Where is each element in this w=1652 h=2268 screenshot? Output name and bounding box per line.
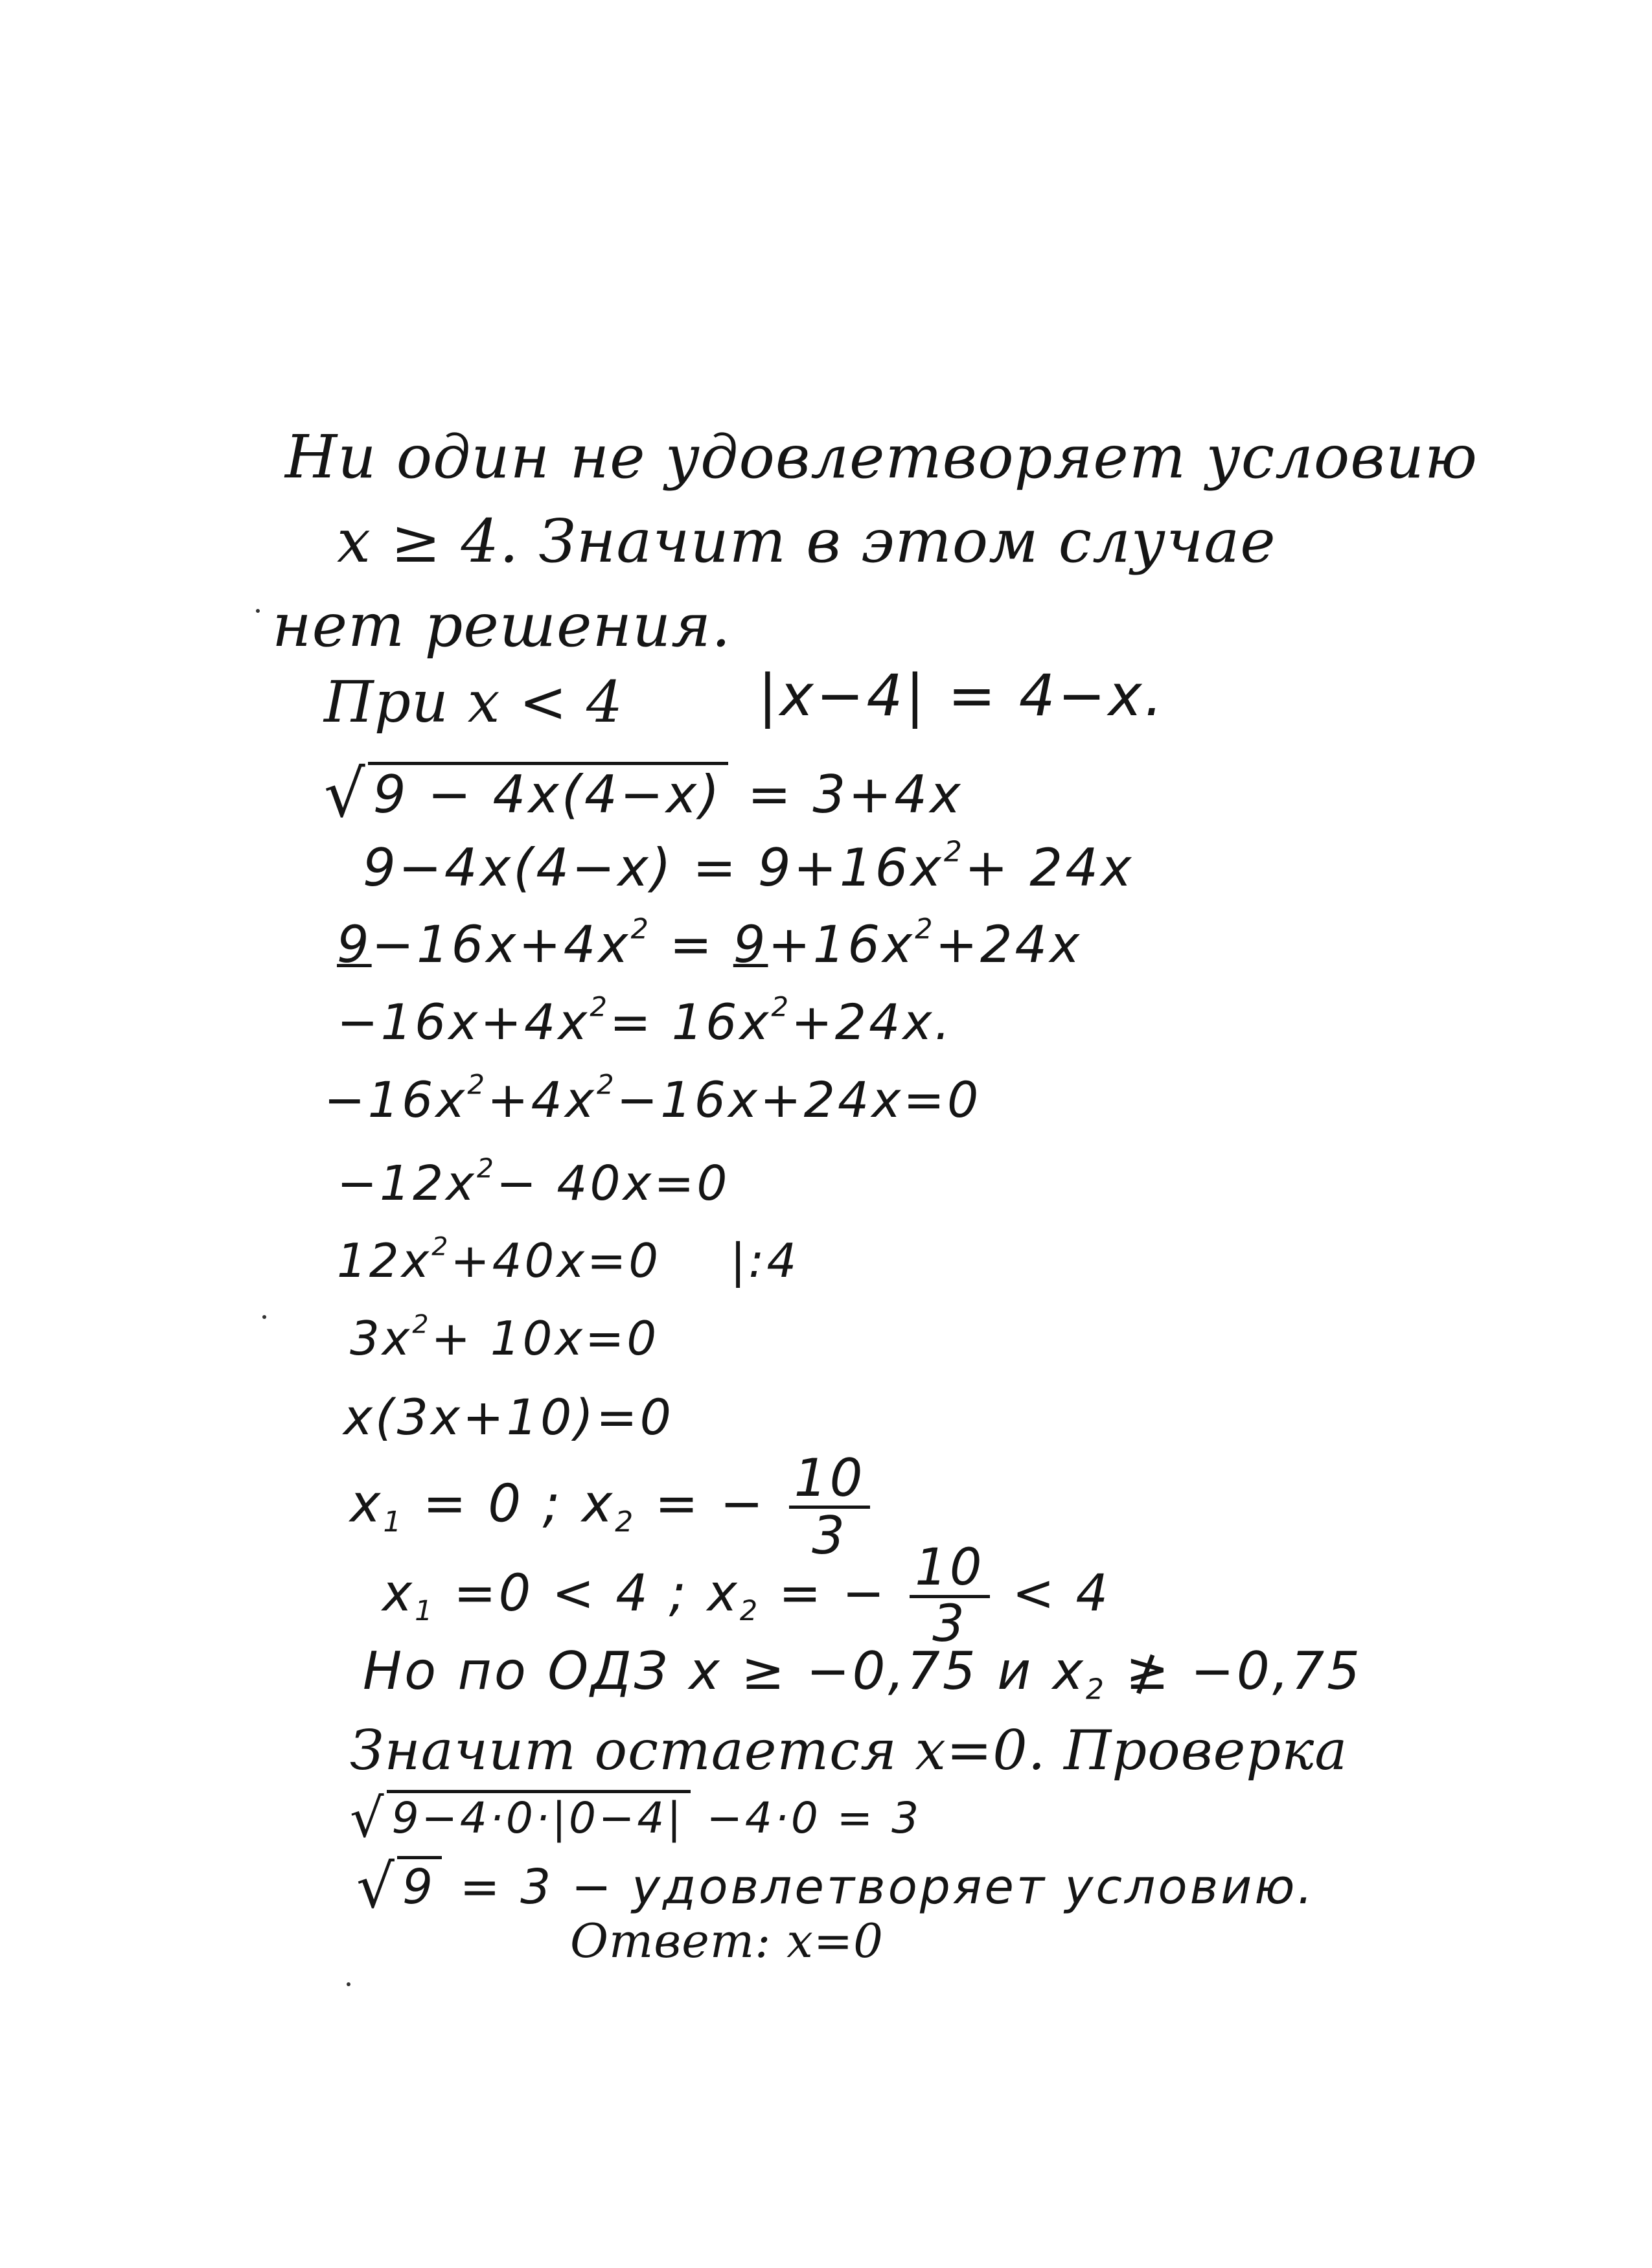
term: ≱ −0,75 <box>1125 1641 1363 1701</box>
answer-line: Ответ: x=0 <box>570 1914 884 1968</box>
equation-line-13: x(3x+10)=0 <box>343 1388 674 1446</box>
exponent: 2 <box>943 835 965 869</box>
cancelled-term: 9 <box>337 916 372 974</box>
term: = − <box>654 1473 766 1534</box>
term: = − <box>778 1564 888 1623</box>
text-line-1: Ни один не удовлетворяет условию <box>285 422 1478 492</box>
stray-mark <box>347 1982 350 1986</box>
exponent: 2 <box>771 991 792 1023</box>
term: −12x <box>337 1156 477 1211</box>
numerator: 10 <box>910 1542 989 1598</box>
equation-line-12 <box>350 1309 660 1366</box>
subscript: 1 <box>415 1594 435 1627</box>
subscript: 2 <box>1085 1673 1107 1706</box>
text-line-2: x ≥ 4. Значит в этом случае <box>337 507 1276 576</box>
text-line-4-abs: |x−4| = 4−x. <box>758 662 1165 729</box>
tail: + 24x <box>964 838 1134 898</box>
subscript: 2 <box>615 1505 636 1539</box>
rhs: = 3 − удовлетворяет условию. <box>459 1859 1316 1915</box>
exponent: 2 <box>476 1152 496 1184</box>
stray-mark <box>256 609 260 613</box>
equation-line-19 <box>356 1851 1316 1921</box>
exponent: 2 <box>596 1068 617 1101</box>
exponent: 2 <box>630 913 651 946</box>
var: x <box>382 1564 415 1623</box>
var: x <box>350 1473 384 1534</box>
radicand: 9 − 4x(4−x) <box>368 762 729 821</box>
equation-line-6 <box>363 835 1134 898</box>
term: = 16x <box>609 993 772 1051</box>
radicand: 9 <box>397 1856 442 1911</box>
equation-line-11 <box>337 1231 799 1288</box>
radical: √ 9−4·0·|0−4| <box>350 1788 691 1842</box>
equals: = <box>669 916 715 974</box>
term: =0 < 4 ; x <box>453 1564 740 1623</box>
term: +24x. <box>791 993 953 1051</box>
rhs: −4·0 = 3 <box>706 1793 922 1843</box>
subscript: 2 <box>739 1594 761 1627</box>
equation-line-7 <box>337 913 1083 974</box>
term: +24x <box>935 916 1083 974</box>
equation-line-5 <box>324 756 963 832</box>
equation-line-8 <box>337 991 953 1051</box>
equation-line-9 <box>324 1068 981 1128</box>
term: −16x+4x <box>371 916 631 974</box>
equation-line-10 <box>337 1152 730 1211</box>
exponent: 2 <box>590 991 610 1023</box>
radical: √ 9 <box>356 1853 442 1913</box>
exponent: 2 <box>431 1231 451 1262</box>
term: +16x <box>768 916 915 974</box>
exponent: 2 <box>915 913 935 946</box>
denominator: 3 <box>932 1594 967 1653</box>
equation-line-15 <box>382 1539 1111 1653</box>
term: 3x <box>350 1311 413 1366</box>
text-line-3: нет решения. <box>272 591 731 660</box>
radical: √ 9 − 4x(4−x) <box>324 758 728 823</box>
term: −16x+4x <box>337 993 590 1051</box>
term: + 10x=0 <box>431 1311 660 1366</box>
subscript: 1 <box>383 1505 404 1539</box>
cancelled-term: 9 <box>733 916 768 974</box>
term: Но по ОДЗ x ≥ −0,75 и x <box>363 1641 1086 1701</box>
term: < 4 <box>1012 1564 1111 1623</box>
radicand: 9−4·0·|0−4| <box>387 1790 691 1840</box>
term: 12x <box>337 1233 432 1288</box>
numerator: 10 <box>789 1451 871 1509</box>
term: +4x <box>487 1071 597 1128</box>
text-line-17: Значит остается x=0. Проверка <box>350 1719 1348 1782</box>
divide-note: |:4 <box>730 1233 799 1288</box>
term: +40x=0 <box>450 1233 661 1288</box>
stray-mark <box>262 1315 266 1319</box>
exponent: 2 <box>412 1309 431 1340</box>
term: −16x <box>324 1071 468 1128</box>
fraction <box>910 1539 989 1653</box>
text-line-16 <box>363 1641 1363 1706</box>
denominator: 3 <box>812 1506 848 1566</box>
term: −16x+24x=0 <box>616 1071 981 1128</box>
text-line-4-case: При x < 4 <box>324 669 624 735</box>
equation-line-18 <box>350 1787 922 1850</box>
term: = 0 ; x <box>422 1473 615 1534</box>
lhs: 9−4x(4−x) = 9+16x <box>363 838 944 898</box>
term: − 40x=0 <box>496 1156 730 1211</box>
exponent: 2 <box>467 1068 487 1101</box>
rhs: = 3+4x <box>747 764 963 825</box>
